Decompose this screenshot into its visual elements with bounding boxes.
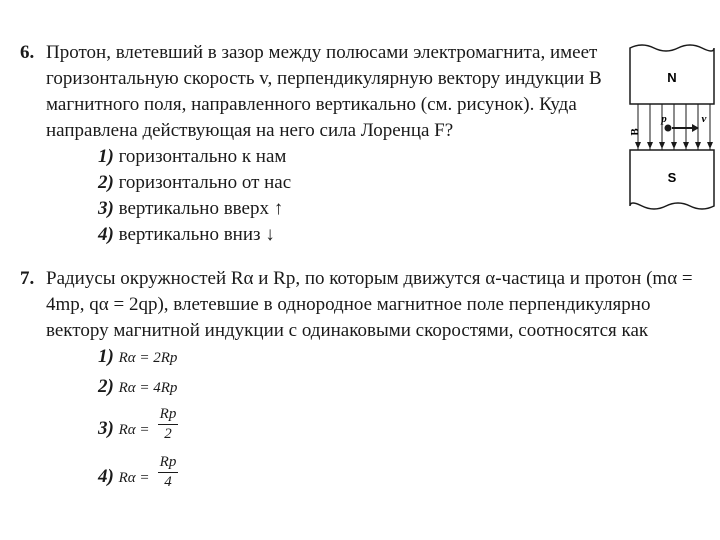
fraction-denominator: 2 bbox=[164, 426, 172, 442]
option-3-fraction bbox=[158, 406, 178, 443]
option-number: 2) bbox=[98, 172, 114, 193]
proton-dot bbox=[665, 125, 672, 132]
fraction-denominator: 4 bbox=[164, 474, 172, 490]
fraction-bar bbox=[158, 472, 178, 473]
option-formula: Rα = 2Rp bbox=[118, 350, 178, 366]
option-text: вертикально вверх ↑ bbox=[118, 198, 284, 219]
question-6-option-3[interactable] bbox=[98, 198, 283, 220]
fraction-numerator: Rp bbox=[159, 406, 177, 422]
option-formula: Rα = bbox=[118, 422, 150, 438]
question-7-option-4[interactable] bbox=[98, 466, 150, 489]
question-7-option-2[interactable] bbox=[98, 376, 177, 399]
question-7-option-1[interactable] bbox=[98, 346, 177, 369]
field-arrowheads bbox=[635, 142, 713, 149]
option-number: 1) bbox=[98, 346, 114, 367]
question-6-line-2: горизонтальную скорость v, перпендикулярную вектору индукции B bbox=[46, 68, 602, 89]
option-number: 3) bbox=[98, 418, 114, 439]
option-number: 4) bbox=[98, 466, 114, 487]
velocity-label: v bbox=[701, 113, 707, 125]
question-7-line-3: вектору магнитной индукции с одинаковыми скоростями, соотносятся как bbox=[46, 320, 649, 341]
question-6-line-4: направлена действующая на него сила Лоренца F? bbox=[46, 120, 454, 141]
option-text: горизонтально к нам bbox=[118, 146, 287, 167]
proton-label: p bbox=[661, 113, 667, 125]
option-text: вертикально вниз ↓ bbox=[118, 224, 275, 245]
question-6-option-2[interactable] bbox=[98, 172, 291, 194]
fraction-bar bbox=[158, 424, 178, 425]
question-6-option-1[interactable] bbox=[98, 146, 286, 168]
option-number: 4) bbox=[98, 224, 114, 245]
option-formula: Rα = 4Rp bbox=[118, 380, 178, 396]
field-label: B bbox=[629, 128, 641, 136]
question-7-number: 7. bbox=[20, 268, 35, 289]
electromagnet-diagram bbox=[624, 42, 716, 214]
question-7-line-2: 4mp, qα = 2qp), влетевшие в однородное магнитное поле перпендикулярно bbox=[46, 294, 651, 315]
question-6-line-1: Протон, влетевший в зазор между полюсами электромагнита, имеет bbox=[46, 42, 598, 63]
option-formula: Rα = bbox=[118, 470, 150, 486]
north-pole-label: N bbox=[667, 70, 677, 85]
option-number: 1) bbox=[98, 146, 114, 167]
question-7-line-1: Радиусы окружностей Rα и Rp, по которым движутся α-частица и протон (mα = bbox=[46, 268, 693, 289]
option-4-fraction bbox=[158, 454, 178, 491]
question-6-line-3: магнитного поля, направленного вертикально (см. рисунок). Куда bbox=[46, 94, 577, 115]
option-number: 2) bbox=[98, 376, 114, 397]
question-6-number: 6. bbox=[20, 42, 35, 63]
option-number: 3) bbox=[98, 198, 114, 219]
fraction-numerator: Rp bbox=[159, 454, 177, 470]
question-6-option-4[interactable] bbox=[98, 224, 275, 246]
question-7-option-3[interactable] bbox=[98, 418, 150, 441]
south-pole-label: S bbox=[667, 170, 677, 185]
option-text: горизонтально от нас bbox=[118, 172, 292, 193]
